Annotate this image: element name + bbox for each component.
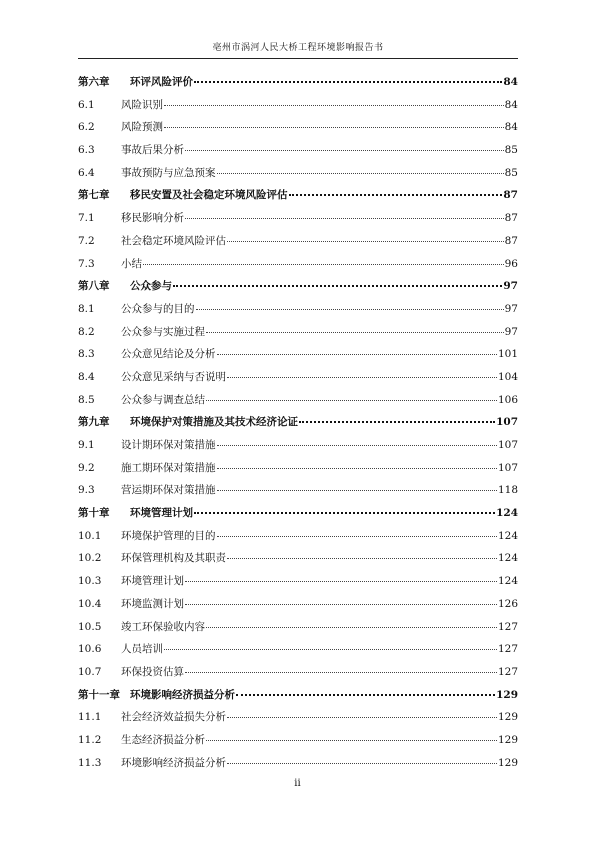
toc-entry-number: 10.4 <box>78 597 102 610</box>
toc-dot-leader <box>236 694 495 696</box>
toc-entry-page: 87 <box>503 189 518 202</box>
toc-entry-number: 8.1 <box>78 302 95 315</box>
header-divider <box>78 58 518 59</box>
toc-dot-leader <box>143 264 504 265</box>
toc-dot-leader <box>217 468 497 469</box>
toc-entry-page: 129 <box>497 711 518 724</box>
toc-entry-page: 84 <box>504 121 518 134</box>
toc-entry-number: 第十一章 <box>78 688 120 701</box>
toc-section-entry[interactable] <box>78 301 518 324</box>
toc-dot-leader <box>217 536 497 537</box>
toc-chapter-entry[interactable] <box>78 74 518 97</box>
toc-dot-leader <box>164 127 504 128</box>
toc-dot-leader <box>206 400 497 401</box>
toc-entry-title: 环境管理计划 <box>130 507 193 520</box>
toc-entry-number: 9.2 <box>78 461 95 474</box>
toc-dot-leader <box>194 512 495 514</box>
toc-entry-number: 第九章 <box>78 416 110 429</box>
toc-entry-title: 事故预防与应急预案 <box>121 166 216 179</box>
toc-entry-page: 101 <box>497 348 518 361</box>
toc-entry-number: 10.1 <box>78 529 102 542</box>
toc-chapter-entry[interactable] <box>78 187 518 210</box>
toc-entry-number: 9.1 <box>78 439 95 451</box>
toc-dot-leader <box>185 604 497 605</box>
toc-entry-title: 移民影响分析 <box>121 212 184 225</box>
toc-section-entry[interactable] <box>78 641 518 664</box>
toc-entry-page: 107 <box>497 439 518 451</box>
toc-entry-page: 97 <box>504 325 518 338</box>
toc-dot-leader <box>217 445 497 446</box>
toc-entry-page: 84 <box>504 98 518 111</box>
toc-entry-number: 9.3 <box>78 484 95 497</box>
toc-entry-number: 8.4 <box>78 370 95 383</box>
toc-section-entry[interactable] <box>78 664 518 687</box>
toc-dot-leader <box>185 150 504 151</box>
toc-dot-leader <box>227 377 497 378</box>
toc-entry-number: 10.3 <box>78 575 102 588</box>
toc-entry-title: 社会经济效益损失分析 <box>121 711 226 724</box>
toc-entry-page: 129 <box>497 733 518 746</box>
toc-entry-title: 人员培训 <box>121 643 163 656</box>
toc-dot-leader <box>194 81 502 83</box>
toc-entry-title: 公众参与 <box>130 280 172 293</box>
toc-entry-title: 小结 <box>121 257 142 270</box>
toc-section-entry[interactable] <box>78 256 518 279</box>
toc-entry-title: 事故后果分析 <box>121 144 184 157</box>
toc-entry-title: 社会稳定环境风险评估 <box>121 234 226 247</box>
toc-entry-page: 129 <box>496 688 518 701</box>
toc-entry-number: 7.2 <box>78 234 95 247</box>
toc-dot-leader <box>196 309 504 310</box>
toc-entry-page: 85 <box>504 166 518 179</box>
toc-entry-number: 7.1 <box>78 212 95 225</box>
toc-section-entry[interactable] <box>78 550 518 573</box>
toc-entry-page: 85 <box>504 144 518 157</box>
toc-section-entry[interactable] <box>78 528 518 551</box>
toc-entry-number: 第八章 <box>78 280 110 293</box>
toc-entry-page: 84 <box>503 76 518 88</box>
toc-entry-number: 8.5 <box>78 393 95 406</box>
toc-dot-leader <box>217 354 497 355</box>
toc-dot-leader <box>185 581 497 582</box>
toc-section-entry[interactable] <box>78 573 518 596</box>
toc-dot-leader <box>173 285 502 287</box>
toc-section-entry[interactable] <box>78 165 518 188</box>
toc-entry-page: 104 <box>497 370 518 383</box>
toc-entry-page: 124 <box>496 507 518 520</box>
toc-dot-leader <box>185 672 497 673</box>
toc-entry-number: 7.3 <box>78 257 95 270</box>
table-of-contents <box>78 74 518 777</box>
toc-section-entry[interactable] <box>78 732 518 755</box>
toc-entry-page: 127 <box>497 665 518 678</box>
toc-entry-title: 环境影响经济损益分析 <box>130 688 235 701</box>
toc-dot-leader <box>227 717 497 718</box>
toc-entry-title: 风险识别 <box>121 98 163 111</box>
toc-section-entry[interactable] <box>78 142 518 165</box>
toc-entry-page: 124 <box>497 552 518 565</box>
toc-entry-title: 环保管理机构及其职责 <box>121 552 226 565</box>
toc-entry-page: 97 <box>503 280 518 293</box>
toc-section-entry[interactable] <box>78 346 518 369</box>
toc-entry-number: 10.6 <box>78 643 102 656</box>
toc-section-entry[interactable] <box>78 392 518 415</box>
toc-entry-title: 环评风险评价 <box>130 76 193 88</box>
toc-dot-leader <box>185 218 504 219</box>
toc-entry-page: 107 <box>496 416 518 429</box>
toc-dot-leader <box>164 649 497 650</box>
toc-entry-number: 第十章 <box>78 507 110 520</box>
toc-entry-title: 环境影响经济损益分析 <box>121 756 226 769</box>
toc-dot-leader <box>206 627 497 628</box>
toc-entry-number: 10.5 <box>78 620 102 633</box>
toc-entry-number: 6.4 <box>78 166 95 179</box>
toc-entry-page: 107 <box>497 461 518 474</box>
toc-section-entry[interactable] <box>78 119 518 142</box>
toc-entry-page: 118 <box>497 484 518 497</box>
toc-entry-page: 127 <box>497 620 518 633</box>
toc-section-entry[interactable] <box>78 437 518 460</box>
toc-entry-number: 11.2 <box>78 733 102 746</box>
toc-section-entry[interactable] <box>78 210 518 233</box>
toc-entry-page: 129 <box>497 756 518 769</box>
toc-entry-number: 11.3 <box>78 756 102 769</box>
toc-section-entry[interactable] <box>78 482 518 505</box>
toc-section-entry[interactable] <box>78 324 518 347</box>
toc-entry-title: 环境监测计划 <box>121 597 184 610</box>
toc-entry-title: 公众意见结论及分析 <box>121 348 216 361</box>
toc-entry-page: 96 <box>504 257 518 270</box>
toc-entry-number: 11.1 <box>78 711 102 724</box>
toc-dot-leader <box>206 740 497 741</box>
toc-entry-title: 施工期环保对策措施 <box>121 461 216 474</box>
toc-dot-leader <box>227 241 504 242</box>
toc-entry-title: 环境保护管理的目的 <box>121 529 216 542</box>
toc-entry-page: 87 <box>504 212 518 225</box>
toc-dot-leader <box>206 332 504 333</box>
toc-section-entry[interactable] <box>78 369 518 392</box>
toc-entry-number: 10.7 <box>78 665 102 678</box>
toc-dot-leader <box>299 421 495 423</box>
toc-dot-leader <box>164 105 504 106</box>
toc-section-entry[interactable] <box>78 709 518 732</box>
toc-entry-title: 公众参与实施过程 <box>121 325 205 338</box>
toc-section-entry[interactable] <box>78 97 518 120</box>
toc-entry-title: 生态经济损益分析 <box>121 733 205 746</box>
toc-entry-title: 风险预测 <box>121 121 163 134</box>
toc-entry-number: 8.3 <box>78 348 95 361</box>
toc-chapter-entry[interactable] <box>78 505 518 528</box>
toc-dot-leader <box>217 173 504 174</box>
toc-section-entry[interactable] <box>78 596 518 619</box>
toc-chapter-entry[interactable] <box>78 278 518 301</box>
toc-entry-number: 6.3 <box>78 144 95 157</box>
toc-entry-title: 竣工环保验收内容 <box>121 620 205 633</box>
toc-entry-title: 公众参与的目的 <box>121 302 195 315</box>
toc-dot-leader <box>227 763 497 764</box>
toc-section-entry[interactable] <box>78 755 518 778</box>
toc-entry-title: 公众参与调查总结 <box>121 393 205 406</box>
page-number: ii <box>294 778 301 789</box>
document-header: 亳州市涡河人民大桥工程环境影响报告书 <box>212 43 384 53</box>
toc-dot-leader <box>227 558 497 559</box>
toc-section-entry[interactable] <box>78 460 518 483</box>
toc-entry-number: 8.2 <box>78 325 95 338</box>
toc-chapter-entry[interactable] <box>78 687 518 710</box>
toc-entry-title: 环境管理计划 <box>121 575 184 588</box>
toc-entry-number: 第七章 <box>78 189 110 202</box>
toc-section-entry[interactable] <box>78 619 518 642</box>
toc-dot-leader <box>289 194 503 196</box>
toc-section-entry[interactable] <box>78 233 518 256</box>
toc-entry-page: 97 <box>504 302 518 315</box>
toc-entry-number: 10.2 <box>78 552 102 565</box>
toc-entry-title: 环保投资估算 <box>121 665 184 678</box>
toc-chapter-entry[interactable] <box>78 414 518 437</box>
toc-entry-number: 6.2 <box>78 121 95 134</box>
toc-dot-leader <box>217 490 497 491</box>
toc-entry-title: 环境保护对策措施及其技术经济论证 <box>130 416 298 429</box>
toc-entry-title: 设计期环保对策措施 <box>121 439 216 451</box>
toc-entry-page: 124 <box>497 529 518 542</box>
toc-entry-page: 87 <box>504 234 518 247</box>
toc-entry-page: 124 <box>497 575 518 588</box>
toc-entry-page: 127 <box>497 643 518 656</box>
toc-entry-number: 第六章 <box>78 76 110 88</box>
toc-entry-number: 6.1 <box>78 98 95 111</box>
toc-entry-title: 营运期环保对策措施 <box>121 484 216 497</box>
toc-entry-title: 公众意见采纳与否说明 <box>121 370 226 383</box>
toc-entry-page: 126 <box>497 597 518 610</box>
toc-entry-page: 106 <box>497 393 518 406</box>
toc-entry-title: 移民安置及社会稳定环境风险评估 <box>130 189 288 202</box>
